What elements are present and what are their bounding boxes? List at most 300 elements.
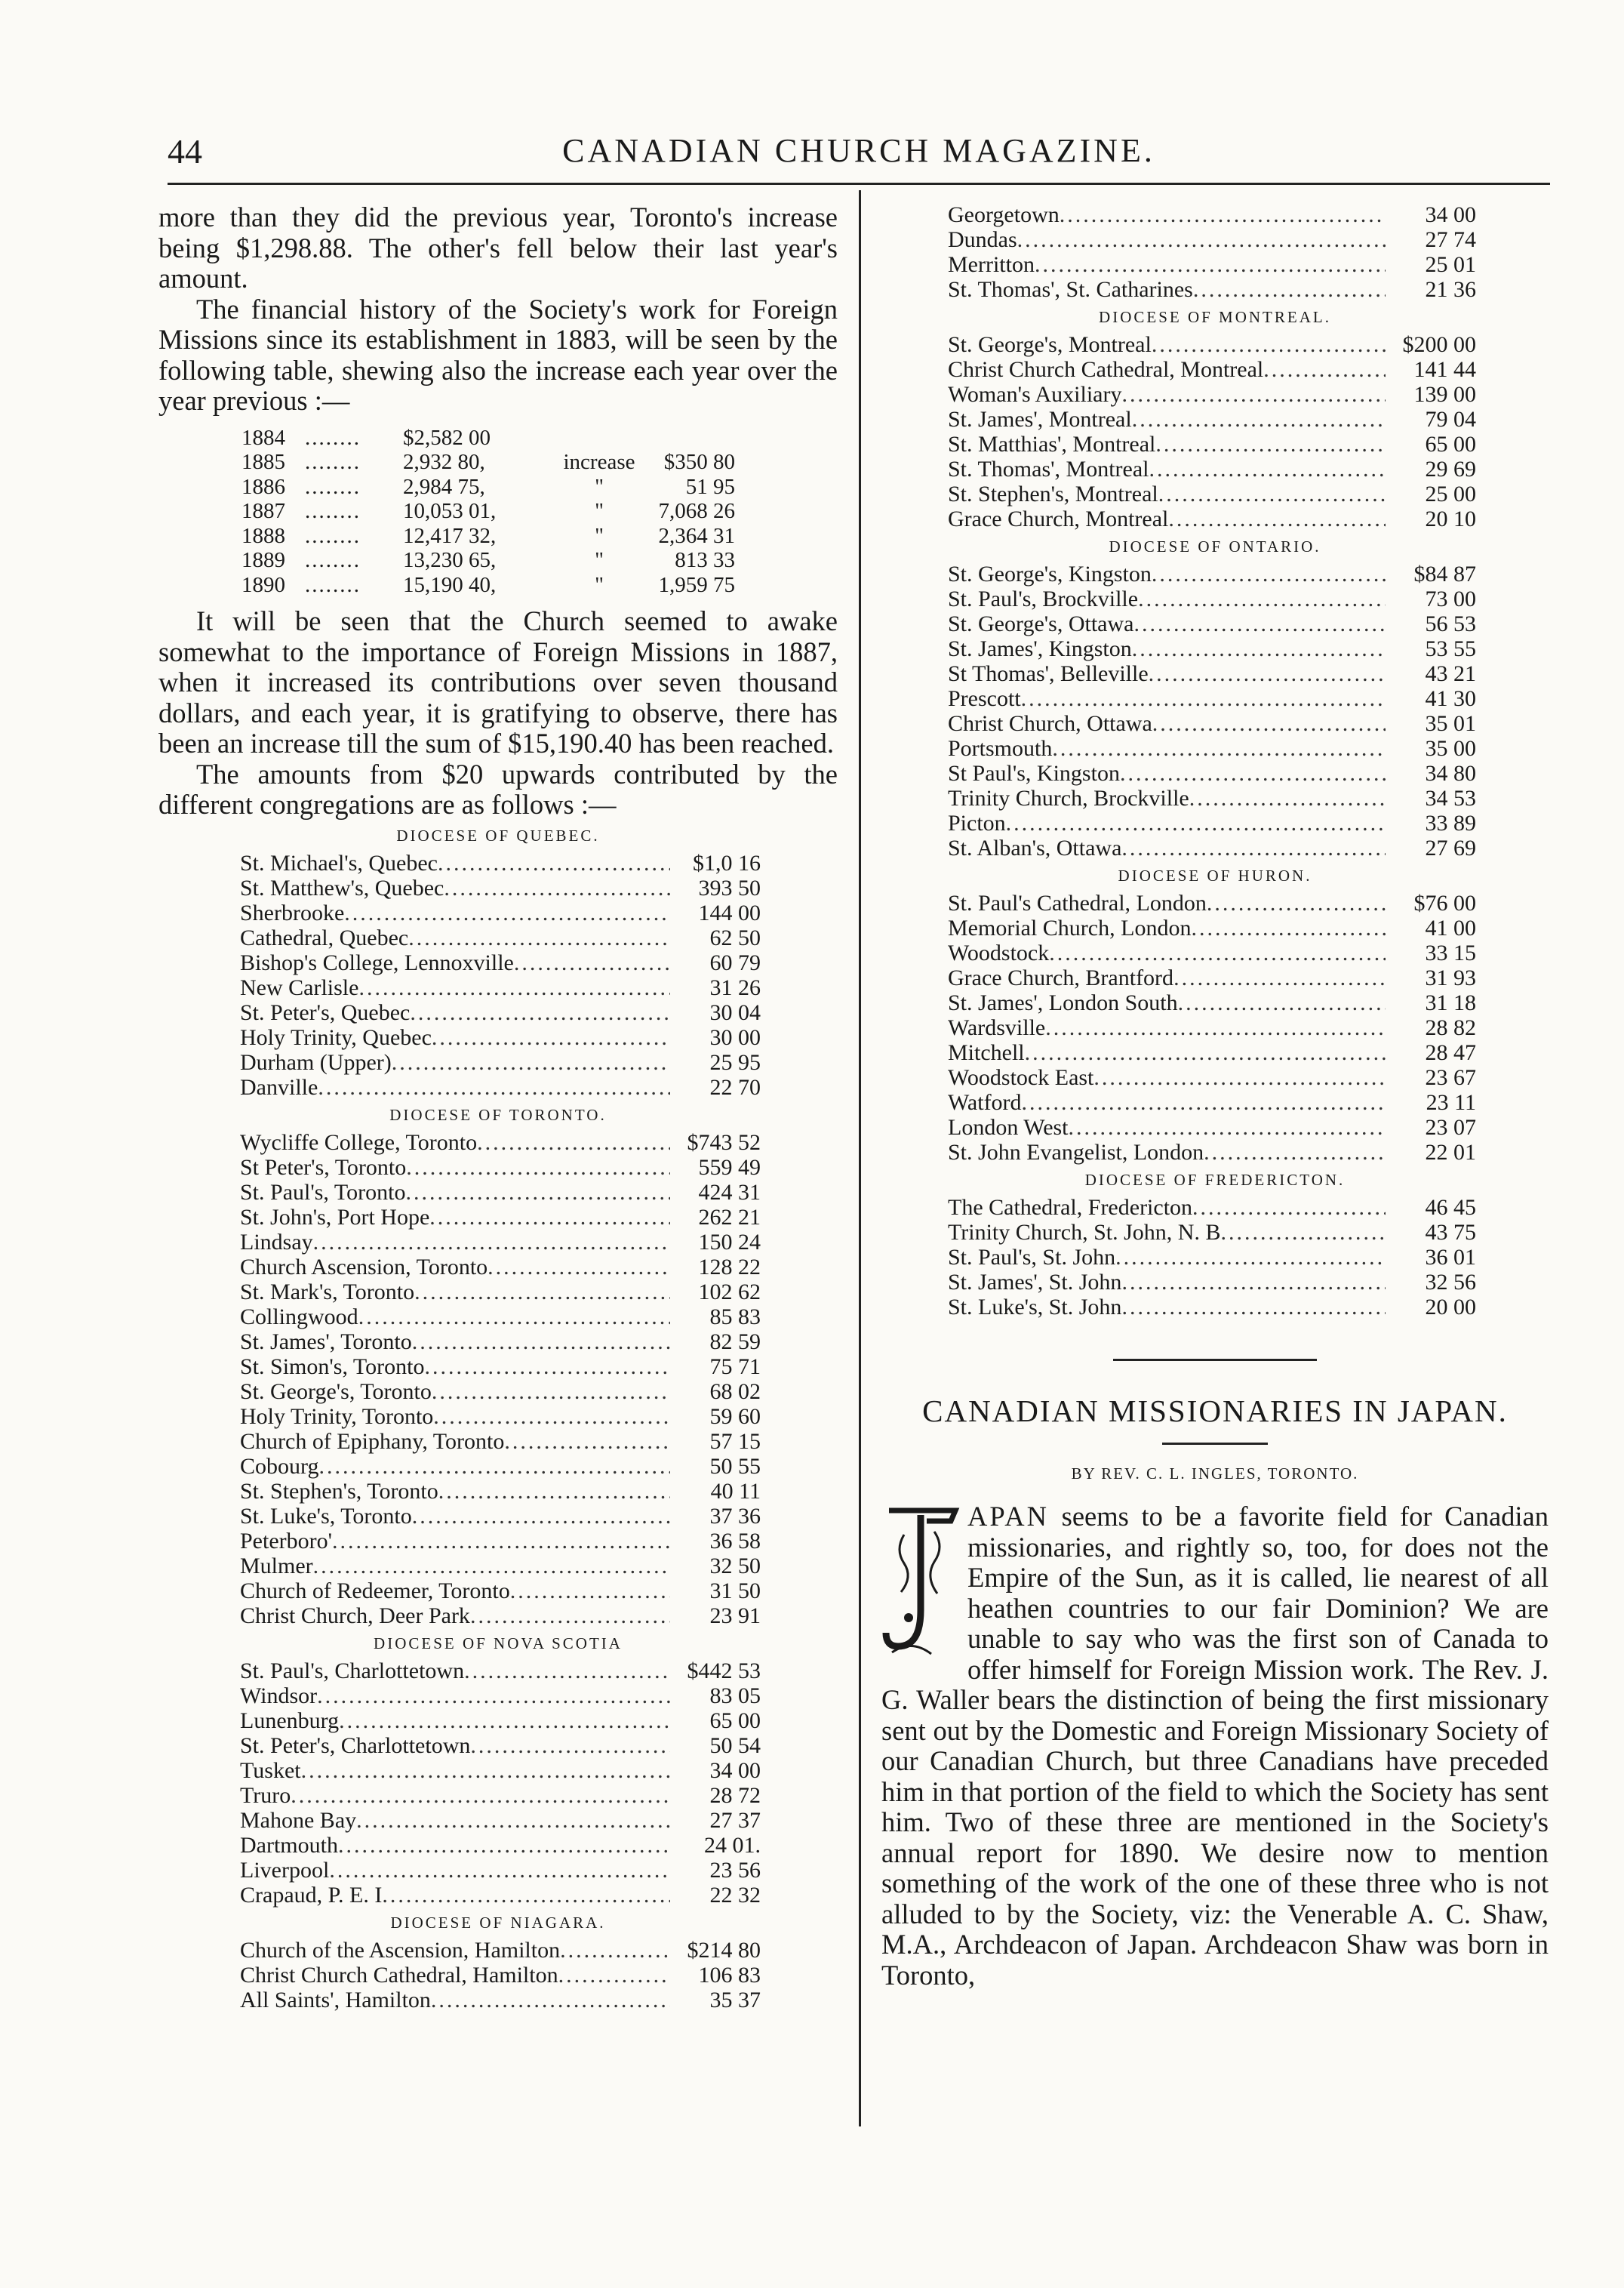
congregation-name: Portsmouth	[948, 736, 1053, 761]
contribution-amount: 21 36	[1425, 277, 1476, 302]
dot-leader	[424, 1354, 670, 1379]
dot-leader	[1120, 761, 1386, 786]
contribution-amount: 139 00	[1413, 382, 1476, 407]
contribution-row	[948, 1140, 1476, 1165]
congregation-name: St. Simon's, Toronto	[240, 1353, 425, 1379]
dot-leader	[410, 1000, 670, 1025]
congregation-name: Church of the Ascension, Hamilton	[240, 1937, 561, 1963]
dot-leader	[1189, 786, 1386, 811]
congregation-name: St Thomas', Belleville	[948, 661, 1149, 686]
dot-leader	[1155, 432, 1386, 457]
contribution-amount: 65 00	[709, 1708, 761, 1733]
dot-leader	[1158, 482, 1386, 507]
dot-leader	[470, 1603, 670, 1628]
contribution-row	[240, 1808, 761, 1833]
contribution-row	[948, 711, 1476, 736]
contribution-amount: 25 95	[709, 1049, 761, 1075]
dot-leader	[558, 1963, 670, 1988]
contribution-row	[240, 1578, 761, 1603]
history-row	[241, 450, 838, 475]
congregation-name: Dundas	[948, 227, 1017, 252]
contribution-amount: 106 83	[698, 1962, 761, 1988]
history-increase: 813 33	[675, 548, 735, 572]
history-row	[241, 548, 838, 573]
dot-leader	[431, 1988, 670, 2012]
contribution-row	[948, 457, 1476, 482]
diocese-heading-ontario: DIOCESE OF ONTARIO.	[1109, 537, 1321, 556]
congregation-name: St. James', Kingston	[948, 636, 1132, 661]
congregation-name: Holy Trinity, Toronto	[240, 1403, 434, 1429]
contribution-row	[240, 1279, 761, 1304]
contribution-row	[240, 1354, 761, 1379]
dot-leader	[510, 1578, 670, 1603]
dot-leader	[1121, 382, 1386, 407]
contribution-row	[240, 1858, 761, 1883]
history-amount: 13,230 65,	[403, 548, 497, 572]
contribution-amount: 34 53	[1425, 786, 1476, 811]
contribution-row	[240, 1075, 761, 1100]
contribution-row	[948, 686, 1476, 711]
contribution-row	[948, 611, 1476, 636]
contribution-list-fredericton	[948, 1195, 1476, 1320]
congregation-name: Cathedral, Quebec	[240, 925, 409, 950]
congregation-name: Cobourg	[240, 1453, 319, 1479]
congregation-name: St. James', Toronto	[240, 1329, 412, 1354]
dot-leader	[1025, 1040, 1386, 1065]
contribution-amount: 102 62	[698, 1279, 761, 1304]
contribution-row	[948, 891, 1476, 916]
contribution-amount: 424 31	[698, 1179, 761, 1205]
dot-leader	[1017, 227, 1386, 252]
contribution-amount: 27 37	[709, 1807, 761, 1833]
congregation-name: St. Luke's, Toronto	[240, 1503, 412, 1529]
congregation-name: Tusket	[240, 1757, 301, 1783]
contribution-amount: 25 01	[1425, 252, 1476, 277]
contribution-amount: 53 55	[1425, 636, 1476, 661]
dot-leader	[318, 1454, 670, 1479]
dot-leader	[1149, 457, 1386, 482]
contribution-list-nova-scotia	[240, 1658, 761, 1908]
contribution-row	[948, 332, 1476, 357]
contribution-amount: 60 79	[709, 950, 761, 975]
dot-leader	[1049, 941, 1386, 965]
contribution-row	[948, 836, 1476, 861]
contribution-amount: 31 26	[709, 975, 761, 1000]
dot-leader	[1021, 686, 1386, 711]
contribution-amount: 79 04	[1425, 407, 1476, 432]
congregation-name: New Carlisle	[240, 975, 359, 1000]
history-label	[554, 426, 644, 451]
dot-leader	[514, 950, 670, 975]
history-increase: 2,364 31	[658, 523, 735, 548]
congregation-name: St. Stephen's, Toronto	[240, 1478, 438, 1504]
history-leader: ........	[305, 572, 361, 597]
congregation-name: The Cathedral, Fredericton	[948, 1195, 1193, 1220]
contribution-row	[240, 1155, 761, 1180]
congregation-name: St. Stephen's, Montreal	[948, 482, 1158, 507]
history-leader: ........	[305, 450, 361, 474]
congregation-name: Collingwood	[240, 1304, 358, 1329]
congregation-name: Georgetown	[948, 202, 1060, 227]
history-amount: 15,190 40,	[403, 572, 497, 597]
contribution-row	[240, 1329, 761, 1354]
contribution-amount: 85 83	[709, 1304, 761, 1329]
congregation-name: St. Peter's, Quebec	[240, 999, 411, 1025]
ornamental-dropcap-j	[881, 1504, 960, 1660]
contribution-amount: 57 15	[709, 1428, 761, 1454]
contribution-amount: 37 36	[709, 1503, 761, 1529]
congregation-name: St. George's, Toronto	[240, 1378, 432, 1404]
dot-leader	[1192, 1195, 1386, 1220]
contribution-row	[948, 252, 1476, 277]
contribution-row	[240, 1429, 761, 1454]
contribution-row	[240, 1683, 761, 1708]
contribution-amount: 34 80	[1425, 761, 1476, 786]
dot-leader	[1035, 252, 1386, 277]
history-label: increase	[563, 450, 635, 474]
congregation-name: St. Paul's, St. John	[948, 1245, 1116, 1270]
contribution-row	[240, 1708, 761, 1733]
dot-leader	[408, 925, 670, 950]
article-lead-word: APAN	[967, 1501, 1050, 1532]
column-divider	[859, 190, 861, 2126]
dot-leader	[1149, 661, 1386, 686]
contribution-amount: 559 49	[698, 1154, 761, 1180]
history-leader: ........	[305, 499, 361, 523]
congregation-name: St. George's, Montreal	[948, 332, 1152, 357]
diocese-heading-fredericton: DIOCESE OF FREDERICTON.	[1084, 1171, 1346, 1189]
history-row	[241, 524, 838, 549]
contribution-amount: 40 11	[710, 1478, 761, 1504]
history-label: "	[595, 548, 604, 572]
contribution-row	[240, 1783, 761, 1808]
contribution-amount: 24 01.	[704, 1832, 761, 1858]
right-column	[881, 202, 1549, 1991]
history-leader: ........	[305, 523, 361, 548]
contribution-row	[948, 1065, 1476, 1090]
dot-leader	[1093, 1065, 1386, 1090]
contribution-amount: 150 24	[698, 1229, 761, 1255]
contribution-row	[240, 876, 761, 901]
history-year: 1890	[241, 572, 285, 597]
history-year: 1889	[241, 548, 285, 572]
congregation-name: Church of Redeemer, Toronto	[240, 1578, 510, 1603]
dot-leader	[504, 1429, 670, 1454]
congregation-name: Liverpool	[240, 1857, 330, 1883]
contribution-amount: $442 53	[687, 1658, 761, 1683]
page-number: 44	[168, 132, 202, 171]
contribution-row	[948, 587, 1476, 611]
history-year: 1884	[241, 425, 285, 450]
contribution-row	[948, 761, 1476, 786]
contribution-row	[948, 661, 1476, 686]
contribution-row	[948, 507, 1476, 531]
contribution-row	[948, 357, 1476, 382]
congregation-name: Dartmouth	[240, 1832, 338, 1858]
contribution-amount: 33 89	[1425, 811, 1476, 836]
article-title: CANADIAN MISSIONARIES IN JAPAN.	[922, 1393, 1508, 1428]
article-paragraph	[881, 1501, 1549, 1991]
contribution-row	[240, 1379, 761, 1404]
contribution-row	[240, 975, 761, 1000]
contribution-row	[948, 382, 1476, 407]
history-label: "	[595, 523, 604, 548]
history-year: 1885	[241, 450, 285, 474]
dot-leader	[1045, 1015, 1386, 1040]
contribution-row	[240, 925, 761, 950]
history-amount: $2,582 00	[403, 425, 491, 450]
contribution-row	[948, 1015, 1476, 1040]
history-increase: $350 80	[663, 450, 735, 474]
dot-leader	[329, 1858, 670, 1883]
contribution-amount: 25 00	[1425, 482, 1476, 507]
congregation-name: Christ Church Cathedral, Montreal	[948, 357, 1264, 382]
congregation-name: St. James', London South	[948, 990, 1178, 1015]
congregation-name: Christ Church Cathedral, Hamilton	[240, 1962, 558, 1988]
congregation-name: Truro	[240, 1782, 291, 1808]
contribution-amount: 23 56	[709, 1857, 761, 1883]
contribution-amount: 31 50	[709, 1578, 761, 1603]
contribution-list-toronto	[240, 1130, 761, 1628]
history-leader: ........	[305, 548, 361, 572]
congregation-name: Prescott	[948, 686, 1021, 711]
diocese-heading-huron: DIOCESE OF HURON.	[1118, 867, 1312, 885]
contribution-amount: 27 74	[1425, 227, 1476, 252]
contribution-row	[948, 407, 1476, 432]
dot-leader	[1132, 636, 1386, 661]
dot-leader	[1121, 1270, 1386, 1295]
contribution-amount: 262 21	[698, 1204, 761, 1230]
contribution-amount: 31 93	[1425, 965, 1476, 990]
dot-leader	[332, 1529, 670, 1554]
section-divider-rule	[1113, 1359, 1317, 1361]
contribution-row	[240, 1230, 761, 1255]
contribution-row	[948, 202, 1476, 227]
contribution-amount: 31 18	[1425, 990, 1476, 1015]
contribution-amount: 35 00	[1425, 736, 1476, 761]
congregation-name: Bishop's College, Lennoxville	[240, 950, 514, 975]
contribution-amount: 393 50	[698, 875, 761, 901]
contribution-row	[948, 811, 1476, 836]
contribution-row	[240, 1025, 761, 1050]
contribution-amount: 75 71	[709, 1353, 761, 1379]
history-row	[241, 426, 838, 451]
contribution-amount: 32 56	[1425, 1270, 1476, 1295]
congregation-name: Grace Church, Brantford	[948, 965, 1174, 990]
contribution-amount: 20 10	[1425, 507, 1476, 531]
contribution-row	[240, 1529, 761, 1554]
paragraph-church-awake: It will be seen that the Church seemed to awake somewhat to the importance of Foreign Missions in 1887, when it increased its contributions over seven thousand dollars, and each year, it is gratifying to observe, there has been an increase till the sum of $15,190.40 has been reached.	[158, 605, 838, 759]
contribution-row	[240, 1504, 761, 1529]
dot-leader	[1132, 407, 1386, 432]
contribution-row	[948, 941, 1476, 965]
dot-leader	[438, 851, 670, 876]
dot-leader	[1152, 562, 1386, 587]
congregation-name: All Saints', Hamilton	[240, 1987, 431, 2012]
contribution-amount: 29 69	[1425, 457, 1476, 482]
diocese-heading-quebec: DIOCESE OF QUEBEC.	[396, 826, 600, 845]
congregation-name: Peterboro'	[240, 1528, 333, 1554]
contribution-amount: 30 04	[709, 999, 761, 1025]
dot-leader	[432, 1025, 670, 1050]
history-increase: 7,068 26	[658, 499, 735, 523]
contribution-row	[948, 1195, 1476, 1220]
dot-leader	[1173, 965, 1386, 990]
congregation-name: Durham (Upper)	[240, 1049, 392, 1075]
contribution-amount: 50 55	[709, 1453, 761, 1479]
contribution-row	[948, 432, 1476, 457]
congregation-name: Mulmer	[240, 1553, 313, 1578]
contribution-list-niagara-continued	[948, 202, 1476, 302]
dot-leader	[392, 1050, 670, 1075]
paragraph-continuation: more than they did the previous year, Toronto's increase being $1,298.88. The other's fell below their last year's amount.	[158, 202, 838, 294]
dot-leader	[339, 1708, 670, 1733]
contribution-amount: 50 54	[709, 1732, 761, 1758]
contribution-row	[240, 1963, 761, 1988]
congregation-name: London West	[948, 1115, 1069, 1140]
contribution-row	[948, 1040, 1476, 1065]
dot-leader	[1193, 277, 1386, 302]
contribution-row	[948, 1090, 1476, 1115]
contribution-row	[240, 1603, 761, 1628]
contribution-row	[240, 1205, 761, 1230]
contribution-row	[948, 1245, 1476, 1270]
congregation-name: Mitchell	[948, 1040, 1025, 1065]
dot-leader	[344, 901, 670, 925]
congregation-name: St. Thomas', Montreal	[948, 457, 1149, 482]
history-label: "	[595, 572, 604, 597]
contribution-row	[240, 851, 761, 876]
dot-leader	[1121, 1295, 1386, 1320]
dot-leader	[405, 1180, 670, 1205]
congregation-name: Holy Trinity, Quebec	[240, 1024, 432, 1050]
dot-leader	[1263, 357, 1386, 382]
dot-leader	[429, 1205, 670, 1230]
contribution-amount: 83 05	[709, 1683, 761, 1708]
contribution-row	[948, 965, 1476, 990]
congregation-name: Lunenburg	[240, 1708, 340, 1733]
dot-leader	[433, 1404, 670, 1429]
history-row	[241, 475, 838, 500]
dot-leader	[318, 1075, 670, 1100]
contribution-amount: 59 60	[709, 1403, 761, 1429]
history-row	[241, 573, 838, 598]
article-byline: BY REV. C. L. INGLES, TORONTO.	[1071, 1464, 1359, 1483]
congregation-name: Woodstock	[948, 941, 1050, 965]
dot-leader	[1052, 736, 1386, 761]
contribution-row	[948, 562, 1476, 587]
dot-leader	[1121, 836, 1386, 861]
dot-leader	[560, 1938, 670, 1963]
dot-leader	[470, 1733, 670, 1758]
congregation-name: Windsor	[240, 1683, 318, 1708]
contribution-amount: $200 00	[1402, 332, 1476, 357]
contribution-amount: 33 15	[1425, 941, 1476, 965]
contribution-row	[948, 990, 1476, 1015]
history-amount: 12,417 32,	[403, 523, 497, 548]
contribution-row	[240, 1833, 761, 1858]
contribution-amount: 65 00	[1425, 432, 1476, 457]
congregation-name: St Peter's, Toronto	[240, 1154, 407, 1180]
contribution-row	[948, 1295, 1476, 1320]
congregation-name: St. George's, Kingston	[948, 562, 1152, 587]
dot-leader	[1022, 1090, 1386, 1115]
congregation-name: St. Alban's, Ottawa	[948, 836, 1122, 861]
congregation-name: Christ Church, Ottawa	[948, 711, 1152, 736]
congregation-name: Sherbrooke	[240, 900, 345, 925]
dot-leader	[317, 1683, 670, 1708]
dot-leader	[1168, 507, 1386, 531]
diocese-heading-niagara: DIOCESE OF NIAGARA.	[390, 1913, 606, 1932]
congregation-name: Trinity Church, St. John, N. B	[948, 1220, 1221, 1245]
congregation-name: St. Paul's, Charlottetown	[240, 1658, 465, 1683]
dot-leader	[464, 1658, 670, 1683]
congregation-name: St. Peter's, Charlottetown	[240, 1732, 471, 1758]
dot-leader	[406, 1155, 670, 1180]
congregation-name: St. James', Montreal	[948, 407, 1132, 432]
congregation-name: Memorial Church, London	[948, 916, 1192, 941]
history-leader: ........	[305, 425, 361, 450]
congregation-name: Crapaud, P. E. I	[240, 1882, 383, 1908]
congregation-name: St Paul's, Kingston	[948, 761, 1120, 786]
congregation-name: St. Michael's, Quebec	[240, 850, 438, 876]
congregation-name: Wycliffe College, Toronto	[240, 1129, 478, 1155]
contribution-amount: 36 01	[1425, 1245, 1476, 1270]
contribution-row	[948, 736, 1476, 761]
diocese-heading-toronto: DIOCESE OF TORONTO.	[389, 1105, 607, 1124]
contribution-amount: 27 69	[1425, 836, 1476, 861]
dot-leader	[1006, 811, 1386, 836]
contribution-amount: $1,0 16	[693, 850, 761, 876]
dot-leader	[1178, 990, 1386, 1015]
congregation-name: St. Matthew's, Quebec	[240, 875, 444, 901]
contribution-row	[948, 1220, 1476, 1245]
dot-leader	[414, 1279, 670, 1304]
contribution-row	[948, 636, 1476, 661]
contribution-row	[240, 1883, 761, 1908]
header-rule	[168, 183, 1550, 185]
dot-leader	[1204, 1140, 1386, 1165]
congregation-name: St. Luke's, St. John	[948, 1295, 1122, 1320]
contribution-amount: 35 01	[1425, 711, 1476, 736]
magazine-title: CANADIAN CHURCH MAGAZINE.	[562, 132, 1155, 169]
diocese-heading-nova-scotia: DIOCESE OF NOVA SCOTIA	[374, 1634, 623, 1652]
contribution-row	[240, 1938, 761, 1963]
article-body	[881, 1501, 1549, 1991]
contribution-row	[240, 1733, 761, 1758]
congregation-name: St. Mark's, Toronto	[240, 1279, 415, 1304]
dot-leader	[1152, 711, 1386, 736]
contribution-row	[240, 1988, 761, 2012]
contribution-amount: 141 44	[1413, 357, 1476, 382]
congregation-name: St. George's, Ottawa	[948, 611, 1134, 636]
contribution-amount: 73 00	[1425, 587, 1476, 611]
contribution-list-quebec	[240, 851, 761, 1100]
contribution-row	[948, 482, 1476, 507]
contribution-amount: 22 32	[709, 1882, 761, 1908]
dot-leader	[291, 1783, 670, 1808]
contribution-amount: 28 47	[1425, 1040, 1476, 1065]
congregation-name: Christ Church, Deer Park	[240, 1603, 470, 1628]
contribution-row	[948, 1115, 1476, 1140]
congregation-name: St. John's, Port Hope	[240, 1204, 430, 1230]
contribution-row	[948, 786, 1476, 811]
contribution-amount: $743 52	[687, 1129, 761, 1155]
contribution-amount: 30 00	[709, 1024, 761, 1050]
contribution-amount: 36 58	[709, 1528, 761, 1554]
contribution-row	[240, 1000, 761, 1025]
history-leader: ........	[305, 474, 361, 499]
